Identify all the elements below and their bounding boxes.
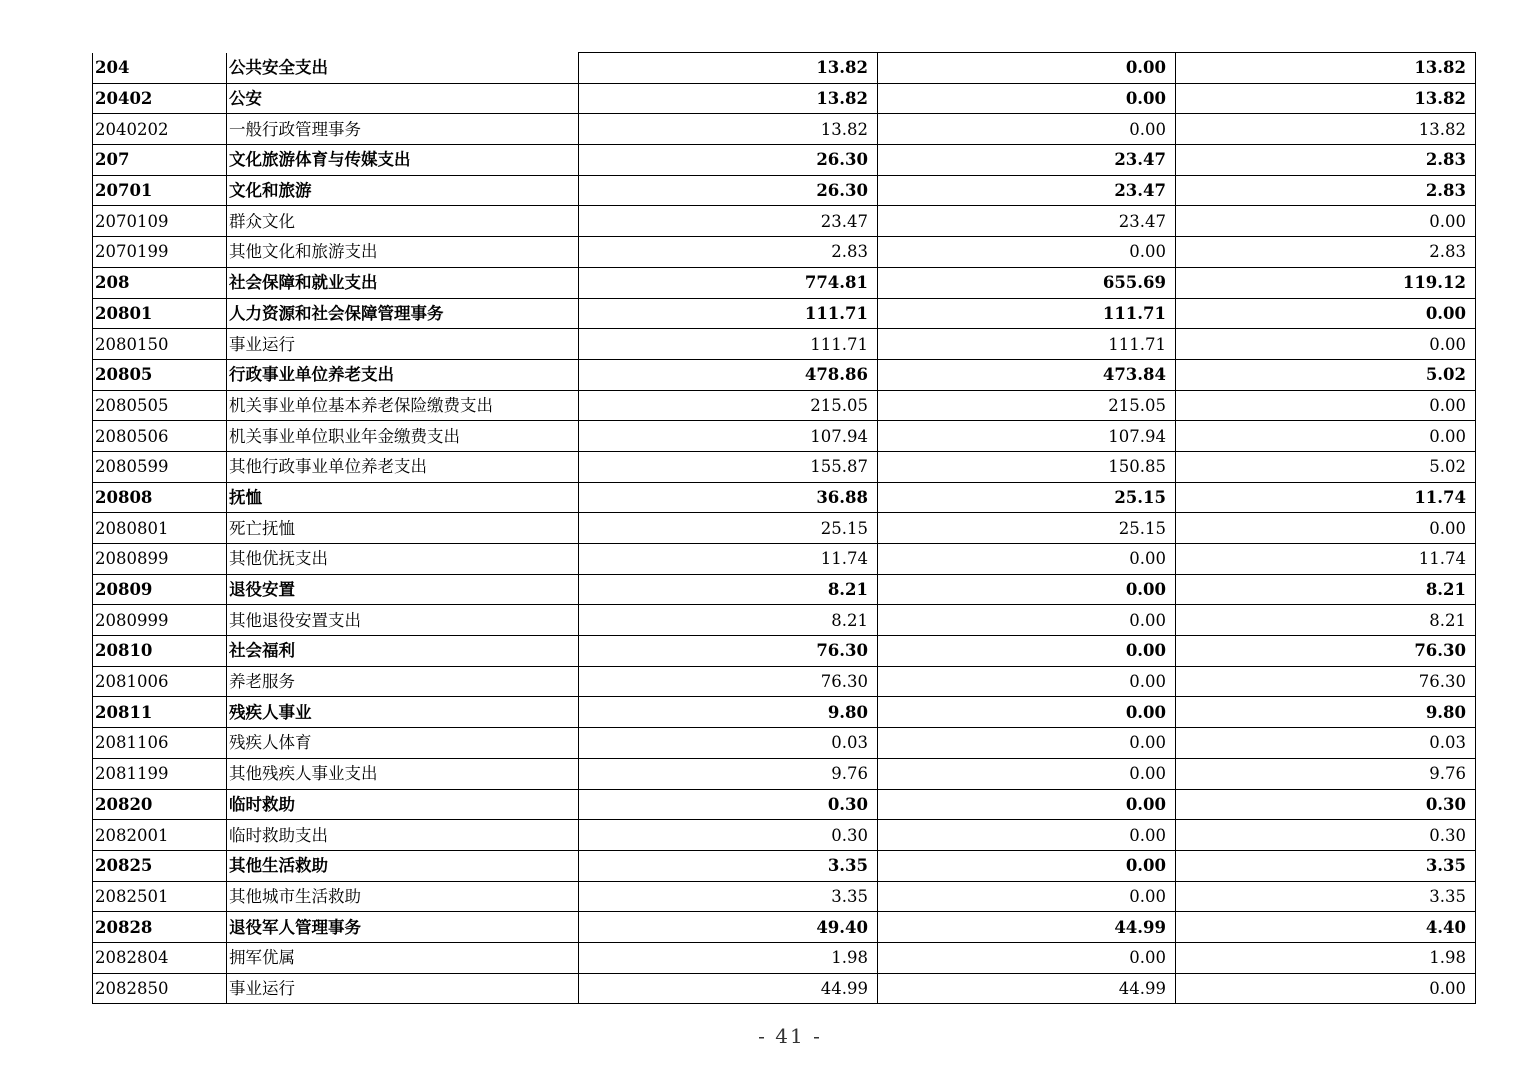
table-row [93,114,1476,145]
table-row [93,666,1476,697]
subject-name-cell: 其他城市生活救助 [227,881,579,912]
project-expenditure-cell: 8.21 [1176,574,1476,605]
subject-name-cell: 残疾人体育 [227,728,579,759]
total-amount-cell: 36.88 [579,482,878,513]
subject-code-cell: 2082501 [93,881,227,912]
project-expenditure-cell: 2.83 [1176,237,1476,268]
total-amount-cell: 9.76 [579,758,878,789]
basic-expenditure-cell: 0.00 [878,666,1176,697]
subject-name-cell: 拥军优属 [227,942,579,973]
project-expenditure-cell: 0.03 [1176,728,1476,759]
basic-expenditure-cell: 44.99 [878,973,1176,1004]
table-row [93,574,1476,605]
basic-expenditure-cell: 0.00 [878,942,1176,973]
total-amount-cell: 44.99 [579,973,878,1004]
project-expenditure-cell: 0.30 [1176,820,1476,851]
table-row [93,421,1476,452]
table-row [93,605,1476,636]
table-row [93,482,1476,513]
project-expenditure-cell: 0.00 [1176,206,1476,237]
subject-code-cell: 2080150 [93,329,227,360]
table-row [93,881,1476,912]
table-row [93,329,1476,360]
table-row [93,267,1476,298]
subject-name-cell: 社会福利 [227,636,579,667]
subject-name-cell: 退役安置 [227,574,579,605]
total-amount-cell: 0.30 [579,820,878,851]
table-row [93,758,1476,789]
subject-name-cell: 其他退役安置支出 [227,605,579,636]
total-amount-cell: 107.94 [579,421,878,452]
page-number: - 41 - [758,1024,822,1048]
basic-expenditure-cell: 0.00 [878,789,1176,820]
subject-code-cell: 2080599 [93,451,227,482]
table-body [93,53,1476,1004]
table-row [93,206,1476,237]
total-amount-cell: 13.82 [579,53,878,84]
project-expenditure-cell: 13.82 [1176,114,1476,145]
basic-expenditure-cell: 150.85 [878,451,1176,482]
subject-name-cell: 社会保障和就业支出 [227,267,579,298]
subject-code-cell: 2080899 [93,544,227,575]
total-amount-cell: 25.15 [579,513,878,544]
basic-expenditure-cell: 23.47 [878,145,1176,176]
subject-code-cell: 20805 [93,359,227,390]
project-expenditure-cell: 0.00 [1176,298,1476,329]
basic-expenditure-cell: 25.15 [878,482,1176,513]
project-expenditure-cell: 9.80 [1176,697,1476,728]
subject-name-cell: 死亡抚恤 [227,513,579,544]
total-amount-cell: 215.05 [579,390,878,421]
subject-code-cell: 2080999 [93,605,227,636]
subject-name-cell: 退役军人管理事务 [227,912,579,943]
subject-code-cell: 208 [93,267,227,298]
total-amount-cell: 49.40 [579,912,878,943]
project-expenditure-cell: 76.30 [1176,666,1476,697]
basic-expenditure-cell: 111.71 [878,298,1176,329]
subject-name-cell: 残疾人事业 [227,697,579,728]
subject-code-cell: 2081199 [93,758,227,789]
project-expenditure-cell: 0.00 [1176,421,1476,452]
table-row [93,973,1476,1004]
project-expenditure-cell: 1.98 [1176,942,1476,973]
project-expenditure-cell: 2.83 [1176,175,1476,206]
table-row [93,697,1476,728]
subject-code-cell: 20810 [93,636,227,667]
subject-code-cell: 20808 [93,482,227,513]
table-row [93,789,1476,820]
subject-code-cell: 207 [93,145,227,176]
table-row [93,451,1476,482]
subject-code-cell: 20825 [93,850,227,881]
subject-name-cell: 临时救助支出 [227,820,579,851]
project-expenditure-cell: 0.00 [1176,973,1476,1004]
table-row [93,912,1476,943]
table-row [93,175,1476,206]
subject-code-cell: 2081106 [93,728,227,759]
project-expenditure-cell: 0.30 [1176,789,1476,820]
project-expenditure-cell: 9.76 [1176,758,1476,789]
project-expenditure-cell: 11.74 [1176,544,1476,575]
project-expenditure-cell: 4.40 [1176,912,1476,943]
basic-expenditure-cell: 0.00 [878,114,1176,145]
project-expenditure-cell: 13.82 [1176,83,1476,114]
subject-name-cell: 养老服务 [227,666,579,697]
table-row [93,390,1476,421]
subject-code-cell: 2082001 [93,820,227,851]
basic-expenditure-cell: 25.15 [878,513,1176,544]
basic-expenditure-cell: 0.00 [878,237,1176,268]
subject-name-cell: 一般行政管理事务 [227,114,579,145]
subject-code-cell: 2081006 [93,666,227,697]
basic-expenditure-cell: 655.69 [878,267,1176,298]
subject-code-cell: 2082850 [93,973,227,1004]
project-expenditure-cell: 0.00 [1176,329,1476,360]
subject-code-cell: 2070199 [93,237,227,268]
total-amount-cell: 111.71 [579,298,878,329]
subject-code-cell: 2080505 [93,390,227,421]
subject-name-cell: 其他残疾人事业支出 [227,758,579,789]
basic-expenditure-cell: 0.00 [878,697,1176,728]
basic-expenditure-cell: 0.00 [878,820,1176,851]
subject-code-cell: 20828 [93,912,227,943]
subject-name-cell: 公共安全支出 [227,53,579,84]
subject-code-cell: 204 [93,53,227,84]
basic-expenditure-cell: 0.00 [878,83,1176,114]
subject-code-cell: 20801 [93,298,227,329]
project-expenditure-cell: 13.82 [1176,53,1476,84]
basic-expenditure-cell: 23.47 [878,206,1176,237]
total-amount-cell: 1.98 [579,942,878,973]
table-row [93,728,1476,759]
subject-name-cell: 群众文化 [227,206,579,237]
basic-expenditure-cell: 0.00 [878,605,1176,636]
project-expenditure-cell: 76.30 [1176,636,1476,667]
basic-expenditure-cell: 0.00 [878,636,1176,667]
subject-code-cell: 2082804 [93,942,227,973]
total-amount-cell: 26.30 [579,145,878,176]
subject-name-cell: 其他文化和旅游支出 [227,237,579,268]
table-row [93,820,1476,851]
total-amount-cell: 8.21 [579,574,878,605]
table-row [93,145,1476,176]
basic-expenditure-cell: 111.71 [878,329,1176,360]
subject-code-cell: 20820 [93,789,227,820]
subject-code-cell: 2080506 [93,421,227,452]
table-row [93,53,1476,84]
basic-expenditure-cell: 0.00 [878,881,1176,912]
table-row [93,636,1476,667]
total-amount-cell: 13.82 [579,114,878,145]
table-row [93,359,1476,390]
budget-expenditure-table [92,52,1476,1004]
total-amount-cell: 76.30 [579,666,878,697]
subject-name-cell: 其他行政事业单位养老支出 [227,451,579,482]
budget-table-container [92,52,1475,1004]
subject-code-cell: 20701 [93,175,227,206]
table-row [93,942,1476,973]
total-amount-cell: 76.30 [579,636,878,667]
total-amount-cell: 478.86 [579,359,878,390]
basic-expenditure-cell: 44.99 [878,912,1176,943]
basic-expenditure-cell: 0.00 [878,850,1176,881]
subject-code-cell: 2080801 [93,513,227,544]
basic-expenditure-cell: 107.94 [878,421,1176,452]
total-amount-cell: 26.30 [579,175,878,206]
total-amount-cell: 0.03 [579,728,878,759]
project-expenditure-cell: 5.02 [1176,359,1476,390]
total-amount-cell: 8.21 [579,605,878,636]
subject-code-cell: 2070109 [93,206,227,237]
total-amount-cell: 3.35 [579,881,878,912]
basic-expenditure-cell: 473.84 [878,359,1176,390]
basic-expenditure-cell: 0.00 [878,758,1176,789]
subject-name-cell: 其他生活救助 [227,850,579,881]
project-expenditure-cell: 0.00 [1176,390,1476,421]
basic-expenditure-cell: 0.00 [878,728,1176,759]
total-amount-cell: 111.71 [579,329,878,360]
total-amount-cell: 3.35 [579,850,878,881]
subject-name-cell: 事业运行 [227,973,579,1004]
total-amount-cell: 9.80 [579,697,878,728]
project-expenditure-cell: 0.00 [1176,513,1476,544]
total-amount-cell: 23.47 [579,206,878,237]
subject-name-cell: 文化和旅游 [227,175,579,206]
project-expenditure-cell: 119.12 [1176,267,1476,298]
basic-expenditure-cell: 23.47 [878,175,1176,206]
total-amount-cell: 2.83 [579,237,878,268]
total-amount-cell: 774.81 [579,267,878,298]
project-expenditure-cell: 11.74 [1176,482,1476,513]
basic-expenditure-cell: 0.00 [878,53,1176,84]
subject-name-cell: 文化旅游体育与传媒支出 [227,145,579,176]
project-expenditure-cell: 3.35 [1176,881,1476,912]
table-row [93,850,1476,881]
project-expenditure-cell: 5.02 [1176,451,1476,482]
subject-name-cell: 其他优抚支出 [227,544,579,575]
subject-code-cell: 20402 [93,83,227,114]
subject-name-cell: 公安 [227,83,579,114]
table-row [93,298,1476,329]
table-row [93,544,1476,575]
subject-name-cell: 人力资源和社会保障管理事务 [227,298,579,329]
total-amount-cell: 11.74 [579,544,878,575]
subject-name-cell: 临时救助 [227,789,579,820]
basic-expenditure-cell: 0.00 [878,544,1176,575]
subject-name-cell: 行政事业单位养老支出 [227,359,579,390]
table-row [93,513,1476,544]
project-expenditure-cell: 2.83 [1176,145,1476,176]
subject-name-cell: 机关事业单位基本养老保险缴费支出 [227,390,579,421]
project-expenditure-cell: 8.21 [1176,605,1476,636]
subject-code-cell: 20811 [93,697,227,728]
subject-name-cell: 抚恤 [227,482,579,513]
total-amount-cell: 13.82 [579,83,878,114]
basic-expenditure-cell: 215.05 [878,390,1176,421]
subject-name-cell: 事业运行 [227,329,579,360]
table-row [93,83,1476,114]
total-amount-cell: 155.87 [579,451,878,482]
subject-code-cell: 20809 [93,574,227,605]
basic-expenditure-cell: 0.00 [878,574,1176,605]
table-row [93,237,1476,268]
total-amount-cell: 0.30 [579,789,878,820]
subject-code-cell: 2040202 [93,114,227,145]
project-expenditure-cell: 3.35 [1176,850,1476,881]
subject-name-cell: 机关事业单位职业年金缴费支出 [227,421,579,452]
